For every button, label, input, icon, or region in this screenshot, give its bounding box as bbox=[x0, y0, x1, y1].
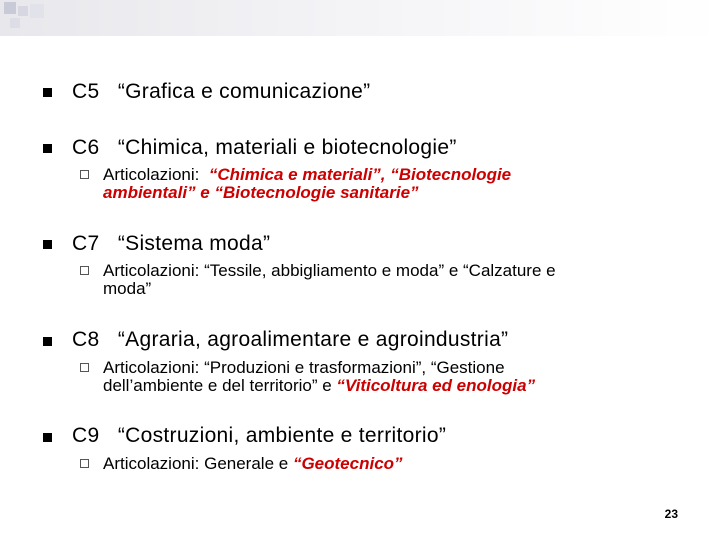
c8-articolazioni bbox=[103, 359, 693, 395]
sub-text: Articolazioni: “Produzioni e trasformazioni”, “Gestione bbox=[103, 358, 505, 377]
c9-articolazioni bbox=[103, 455, 693, 473]
c6-articolazioni bbox=[103, 166, 693, 202]
item-title: “Costruzioni, ambiente e territorio” bbox=[117, 424, 447, 447]
sub-prefix: Articolazioni: bbox=[103, 165, 200, 184]
item-c6 bbox=[72, 136, 457, 160]
item-title: “Agraria, agroalimentare e agroindustria” bbox=[117, 328, 509, 351]
sub-bullet-box bbox=[80, 266, 89, 275]
sub-bullet-box bbox=[80, 170, 89, 179]
sub-text: dell’ambiente e del territorio” e bbox=[103, 376, 332, 395]
bullet-square bbox=[43, 88, 52, 97]
bullet-square bbox=[43, 433, 52, 442]
page-number: 23 bbox=[664, 507, 678, 521]
bullet-square bbox=[43, 144, 52, 153]
bullet-square bbox=[43, 240, 52, 249]
sub-text: Articolazioni: “Tessile, abbigliamento e moda” e “Calzature e bbox=[103, 261, 556, 280]
bullet-square bbox=[43, 337, 52, 346]
item-c9 bbox=[72, 424, 446, 448]
item-code: C9 bbox=[72, 424, 100, 447]
item-c7 bbox=[72, 232, 270, 256]
sub-red-text: “Chimica e materiali”, “Biotecnologie bbox=[208, 165, 512, 184]
item-code: C6 bbox=[72, 136, 100, 159]
item-code: C8 bbox=[72, 328, 100, 351]
sub-bullet-box bbox=[80, 363, 89, 372]
item-code: C7 bbox=[72, 232, 100, 255]
item-code: C5 bbox=[72, 80, 100, 103]
sub-bullet-box bbox=[80, 459, 89, 468]
item-c5 bbox=[72, 80, 370, 104]
c7-articolazioni bbox=[103, 262, 693, 298]
sub-text: moda” bbox=[103, 279, 152, 298]
item-title: “Sistema moda” bbox=[117, 232, 271, 255]
sub-red-text: “Geotecnico” bbox=[292, 454, 403, 473]
sub-text: Articolazioni: Generale e bbox=[103, 454, 289, 473]
item-c8 bbox=[72, 328, 508, 352]
sub-red-text: ambientali” e “Biotecnologie sanitarie” bbox=[103, 183, 419, 202]
item-title: “Chimica, materiali e biotecnologie” bbox=[117, 136, 457, 159]
sub-red-text: “Viticoltura ed enologia” bbox=[336, 376, 536, 395]
item-title: “Grafica e comunicazione” bbox=[117, 80, 371, 103]
